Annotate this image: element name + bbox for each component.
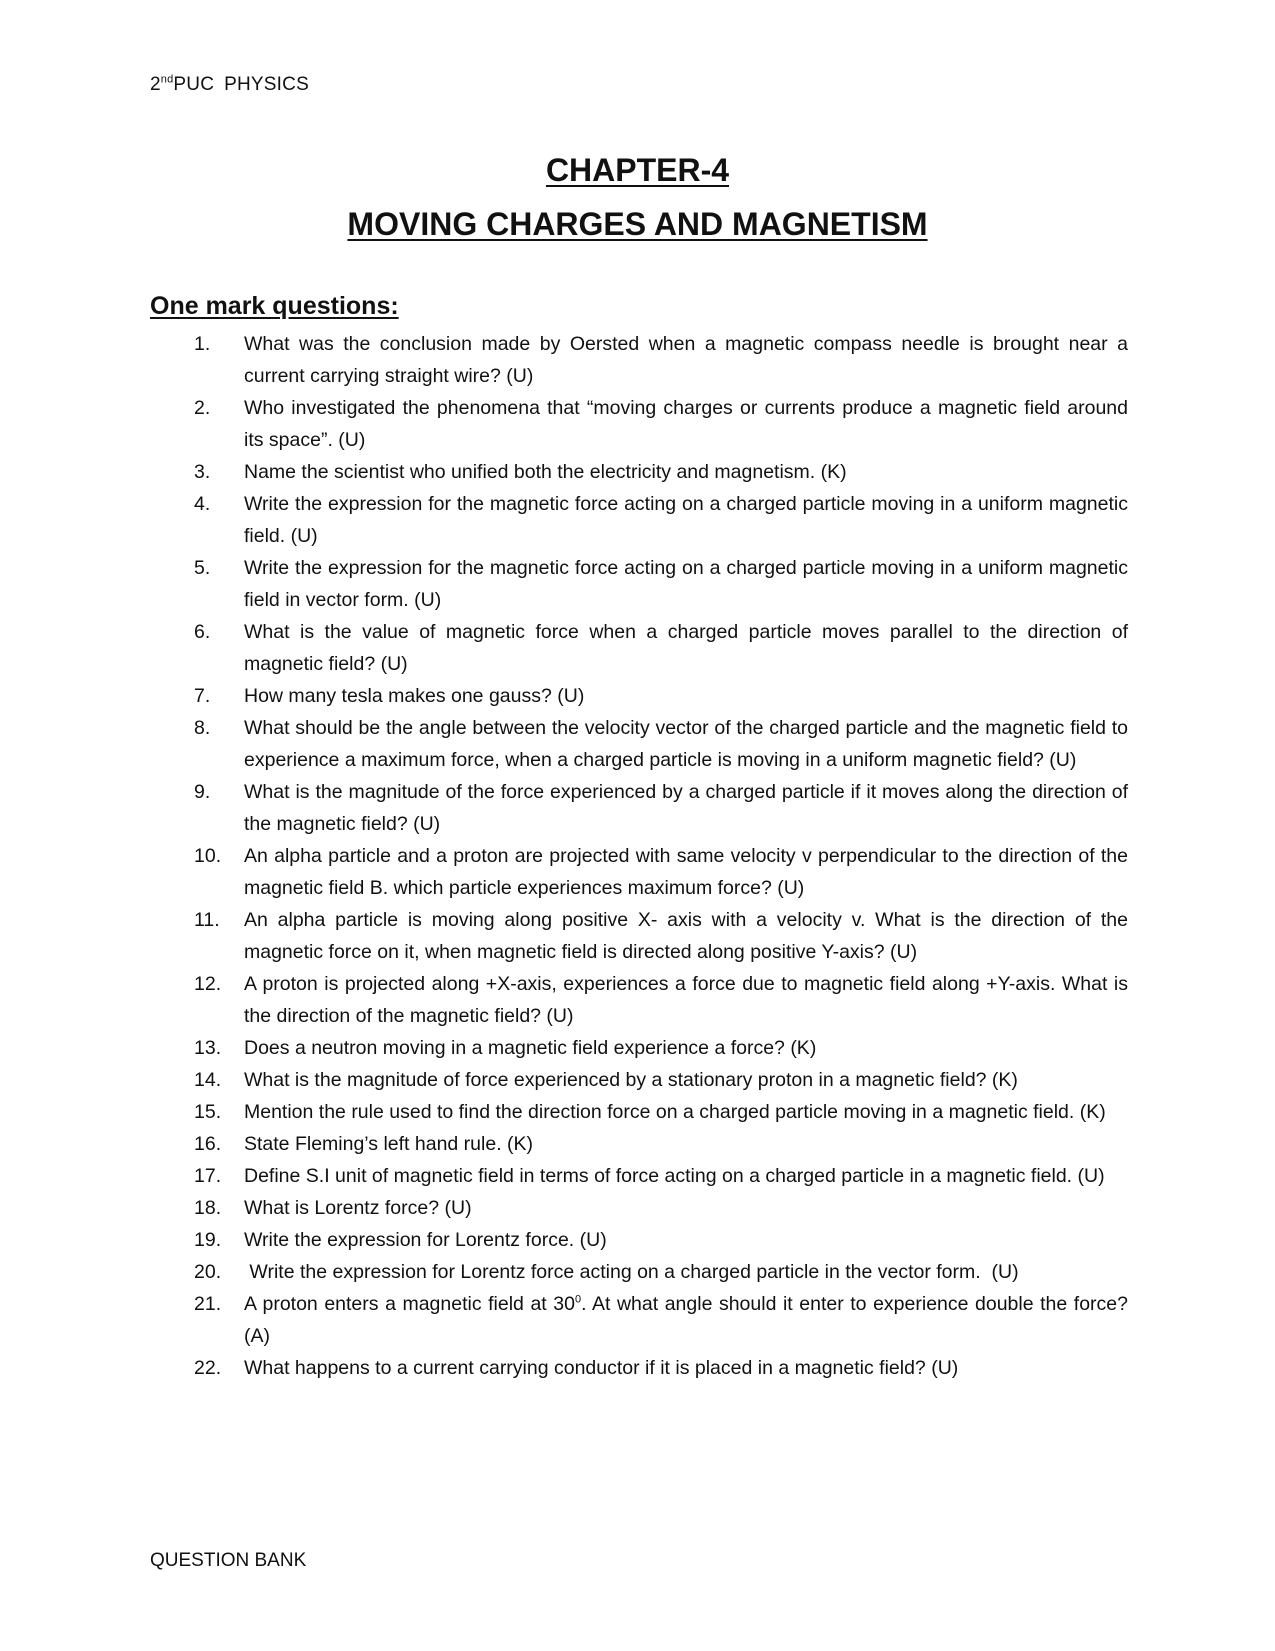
question-number: 15. xyxy=(194,1101,222,1123)
question-item xyxy=(150,552,1128,616)
question-number: 16. xyxy=(194,1133,222,1155)
question-text: Mention the rule used to find the direction force on a charged particle moving in a magnetic field. (K) xyxy=(244,1101,1106,1123)
question-item xyxy=(150,904,1128,968)
question-item xyxy=(150,840,1128,904)
question-text-part: . At what angle should it enter to experience double the force? (A) xyxy=(244,1293,1128,1347)
question-number: 7. xyxy=(194,685,211,707)
question-item xyxy=(150,1160,1128,1192)
header-course: PUC xyxy=(173,74,215,95)
question-number: 18. xyxy=(194,1197,222,1219)
question-text: Name the scientist who unified both the electricity and magnetism. (K) xyxy=(244,461,847,483)
question-text: What is Lorentz force? (U) xyxy=(244,1197,472,1219)
question-text: Write the expression for the magnetic force acting on a charged particle moving in a uniform magnetic field in vector form. (U) xyxy=(244,557,1128,611)
question-item xyxy=(150,616,1128,680)
question-item xyxy=(150,968,1128,1032)
question-number: 4. xyxy=(194,493,211,515)
question-text: Write the expression for Lorentz force acting on a charged particle in the vector form. (U) xyxy=(244,1261,1019,1283)
question-text: What was the conclusion made by Oersted when a magnetic compass needle is brought near a current carrying straight wire? (U) xyxy=(244,333,1128,387)
question-number: 5. xyxy=(194,557,211,579)
question-text: Write the expression for the magnetic force acting on a charged particle moving in a uniform magnetic field. (U) xyxy=(244,493,1128,547)
page-header xyxy=(150,74,309,96)
question-text: An alpha particle and a proton are projected with same velocity v perpendicular to the direction of the magnetic field B. which particle experiences maximum force? (U) xyxy=(244,845,1128,899)
question-number: 17. xyxy=(194,1165,222,1187)
question-number: 14. xyxy=(194,1069,222,1091)
header-ordinal-suffix: nd xyxy=(160,73,174,86)
question-item xyxy=(150,328,1128,392)
chapter-number: CHAPTER-4 xyxy=(545,152,730,188)
question-number: 6. xyxy=(194,621,211,643)
page-footer: QUESTION BANK xyxy=(150,1550,307,1571)
question-text: What is the value of magnetic force when a charged particle moves parallel to the direction of magnetic field? (U) xyxy=(244,621,1128,675)
question-item xyxy=(150,1256,1128,1288)
question-number: 22. xyxy=(194,1357,222,1379)
question-text: A proton is projected along +X-axis, experiences a force due to magnetic field along +Y-axis. What is the direction of the magnetic field? (U) xyxy=(244,973,1128,1027)
question-number: 9. xyxy=(194,781,211,803)
section-heading: One mark questions: xyxy=(150,292,399,320)
question-number: 3. xyxy=(194,461,211,483)
question-text xyxy=(244,1293,1128,1347)
question-item xyxy=(150,1032,1128,1064)
question-item xyxy=(150,1128,1128,1160)
question-item xyxy=(150,392,1128,456)
question-number: 1. xyxy=(194,333,211,355)
question-text: Write the expression for Lorentz force. (U) xyxy=(244,1229,607,1251)
question-text: Does a neutron moving in a magnetic field experience a force? (K) xyxy=(244,1037,817,1059)
question-number: 19. xyxy=(194,1229,222,1251)
question-text: Define S.I unit of magnetic field in terms of force acting on a charged particle in a magnetic field. (U) xyxy=(244,1165,1105,1187)
question-number: 21. xyxy=(194,1293,222,1315)
question-number: 2. xyxy=(194,397,211,419)
degree-superscript: 0 xyxy=(574,1293,582,1306)
question-list xyxy=(150,328,1128,1384)
question-item xyxy=(150,1224,1128,1256)
question-text: Who investigated the phenomena that “moving charges or currents produce a magnetic field around its space”. (U) xyxy=(244,397,1128,451)
question-text: State Fleming’s left hand rule. (K) xyxy=(244,1133,534,1155)
question-item xyxy=(150,1192,1128,1224)
question-item xyxy=(150,456,1128,488)
question-item xyxy=(150,1288,1128,1352)
question-number: 11. xyxy=(194,909,220,931)
question-number: 13. xyxy=(194,1037,222,1059)
question-text-part: A proton enters a magnetic field at 30 xyxy=(244,1293,575,1315)
question-text: What is the magnitude of the force experienced by a charged particle if it moves along the direction of the magnetic field? (U) xyxy=(244,781,1128,835)
chapter-title: MOVING CHARGES AND MAGNETISM xyxy=(347,206,928,242)
question-item xyxy=(150,1352,1128,1384)
question-item xyxy=(150,712,1128,776)
question-text: What should be the angle between the velocity vector of the charged particle and the magnetic field to experience a maximum force, when a charged particle is moving in a uniform magnetic field? (U) xyxy=(244,717,1128,771)
question-text: How many tesla makes one gauss? (U) xyxy=(244,685,585,707)
question-item xyxy=(150,488,1128,552)
question-item xyxy=(150,1064,1128,1096)
question-text: What happens to a current carrying conductor if it is placed in a magnetic field? (U) xyxy=(244,1357,959,1379)
question-number: 10. xyxy=(194,845,222,867)
question-number: 8. xyxy=(194,717,211,739)
question-text: What is the magnitude of force experienced by a stationary proton in a magnetic field? (K) xyxy=(244,1069,1018,1091)
question-item xyxy=(150,680,1128,712)
question-item xyxy=(150,1096,1128,1128)
question-item xyxy=(150,776,1128,840)
question-number: 20. xyxy=(194,1261,222,1283)
question-text: An alpha particle is moving along positive X- axis with a velocity v. What is the direction of the magnetic force on it, when magnetic field is directed along positive Y-axis? (U) xyxy=(244,909,1128,963)
header-ordinal: 2 xyxy=(150,74,161,95)
question-number: 12. xyxy=(194,973,222,995)
header-subject: PHYSICS xyxy=(224,74,309,95)
